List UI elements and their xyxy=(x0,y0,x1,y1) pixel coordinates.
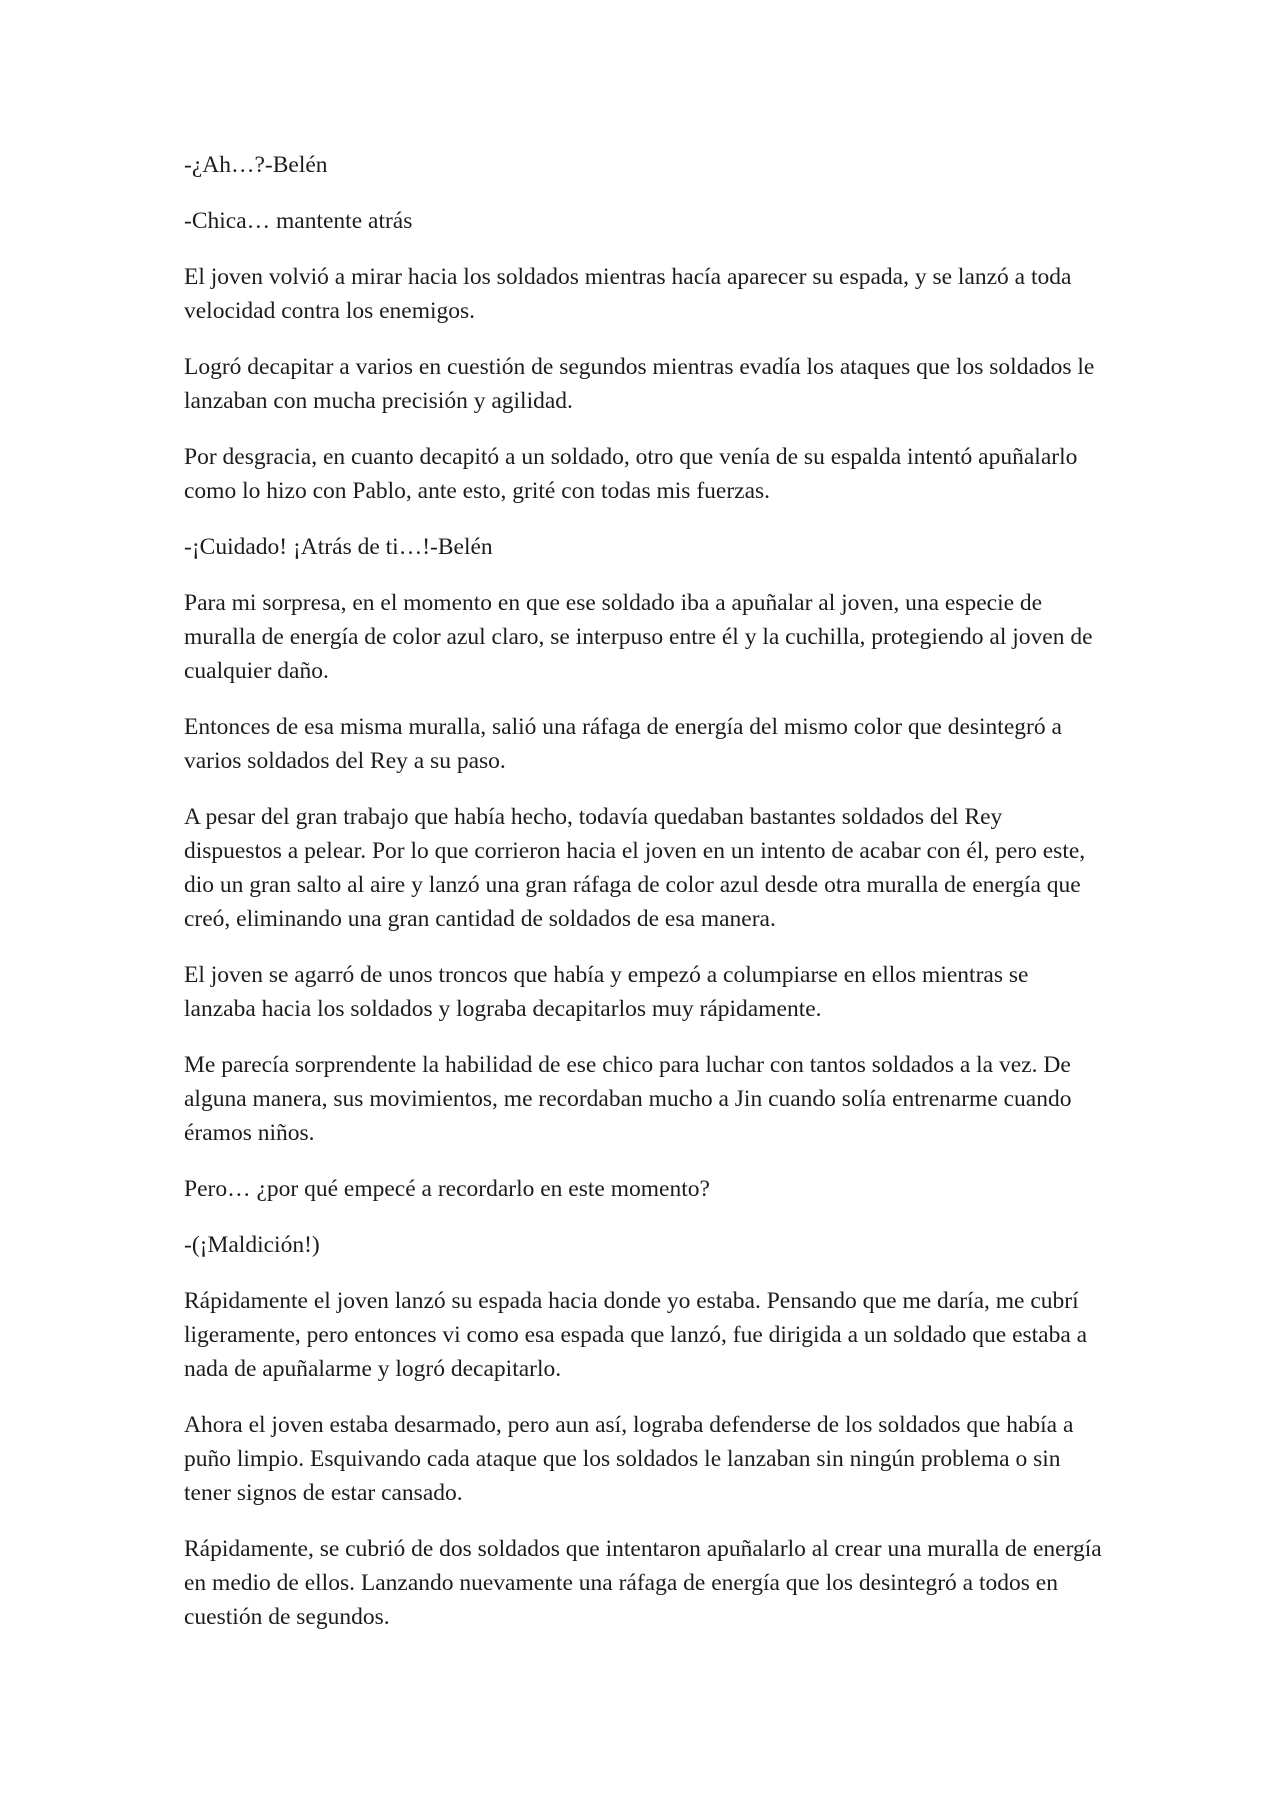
story-text-column xyxy=(184,148,1104,1656)
paragraph-1: -¿Ah…?-Belén xyxy=(184,152,328,178)
paragraph-5: Por desgracia, en cuanto decapitó a un soldado, otro que venía de su espalda intentó apuñalarlo como lo hizo con Pablo, ante esto, grité con todas mis fuerzas. xyxy=(184,444,1078,504)
paragraph-3: El joven volvió a mirar hacia los soldados mientras hacía aparecer su espada, y se lanzó a toda velocidad contra los enemigos. xyxy=(184,264,1072,324)
paragraph-13: -(¡Maldición!) xyxy=(184,1232,320,1258)
paragraph-7: Para mi sorpresa, en el momento en que ese soldado iba a apuñalar al joven, una especie de muralla de energía de color azul claro, se interpuso entre él y la cuchilla, protegiendo al joven de cualquier daño. xyxy=(184,590,1093,684)
paragraph-12: Pero… ¿por qué empecé a recordarlo en este momento? xyxy=(184,1176,710,1202)
paragraph-2: -Chica… mantente atrás xyxy=(184,208,413,234)
paragraph-4: Logró decapitar a varios en cuestión de segundos mientras evadía los ataques que los soldados le lanzaban con mucha precisión y agilidad. xyxy=(184,354,1095,414)
paragraph-11: Me parecía sorprendente la habilidad de ese chico para luchar con tantos soldados a la vez. De alguna manera, sus movimientos, me recordaban mucho a Jin cuando solía entrenarme cuando éramos niños. xyxy=(184,1052,1072,1146)
paragraph-14: Rápidamente el joven lanzó su espada hacia donde yo estaba. Pensando que me daría, me cubrí ligeramente, pero entonces vi como esa espada que lanzó, fue dirigida a un soldado que estaba a nada de apuñalarme y logró decapitarlo. xyxy=(184,1288,1088,1382)
paragraph-9: A pesar del gran trabajo que había hecho, todavía quedaban bastantes soldados del Rey dispuestos a pelear. Por lo que corrieron hacia el joven en un intento de acabar con él, pero este, dio un gran salto al aire y lanzó una gran ráfaga de color azul desde otra muralla de energía que creó, eliminando una gran cantidad de soldados de esa manera. xyxy=(184,804,1086,932)
paragraph-6: -¡Cuidado! ¡Atrás de ti…!-Belén xyxy=(184,534,493,560)
paragraph-8: Entonces de esa misma muralla, salió una ráfaga de energía del mismo color que desintegró a varios soldados del Rey a su paso. xyxy=(184,714,1062,774)
paragraph-15: Ahora el joven estaba desarmado, pero aun así, lograba defenderse de los soldados que había a puño limpio. Esquivando cada ataque que los soldados le lanzaban sin ningún problema o sin tener signos de estar cansado. xyxy=(184,1412,1074,1506)
paragraph-16: Rápidamente, se cubrió de dos soldados que intentaron apuñalarlo al crear una muralla de energía en medio de ellos. Lanzando nuevamente una ráfaga de energía que los desintegró a todos en cuestión de segundos. xyxy=(184,1536,1102,1630)
paragraph-10: El joven se agarró de unos troncos que había y empezó a columpiarse en ellos mientras se lanzaba hacia los soldados y lograba decapitarlos muy rápidamente. xyxy=(184,962,1029,1022)
